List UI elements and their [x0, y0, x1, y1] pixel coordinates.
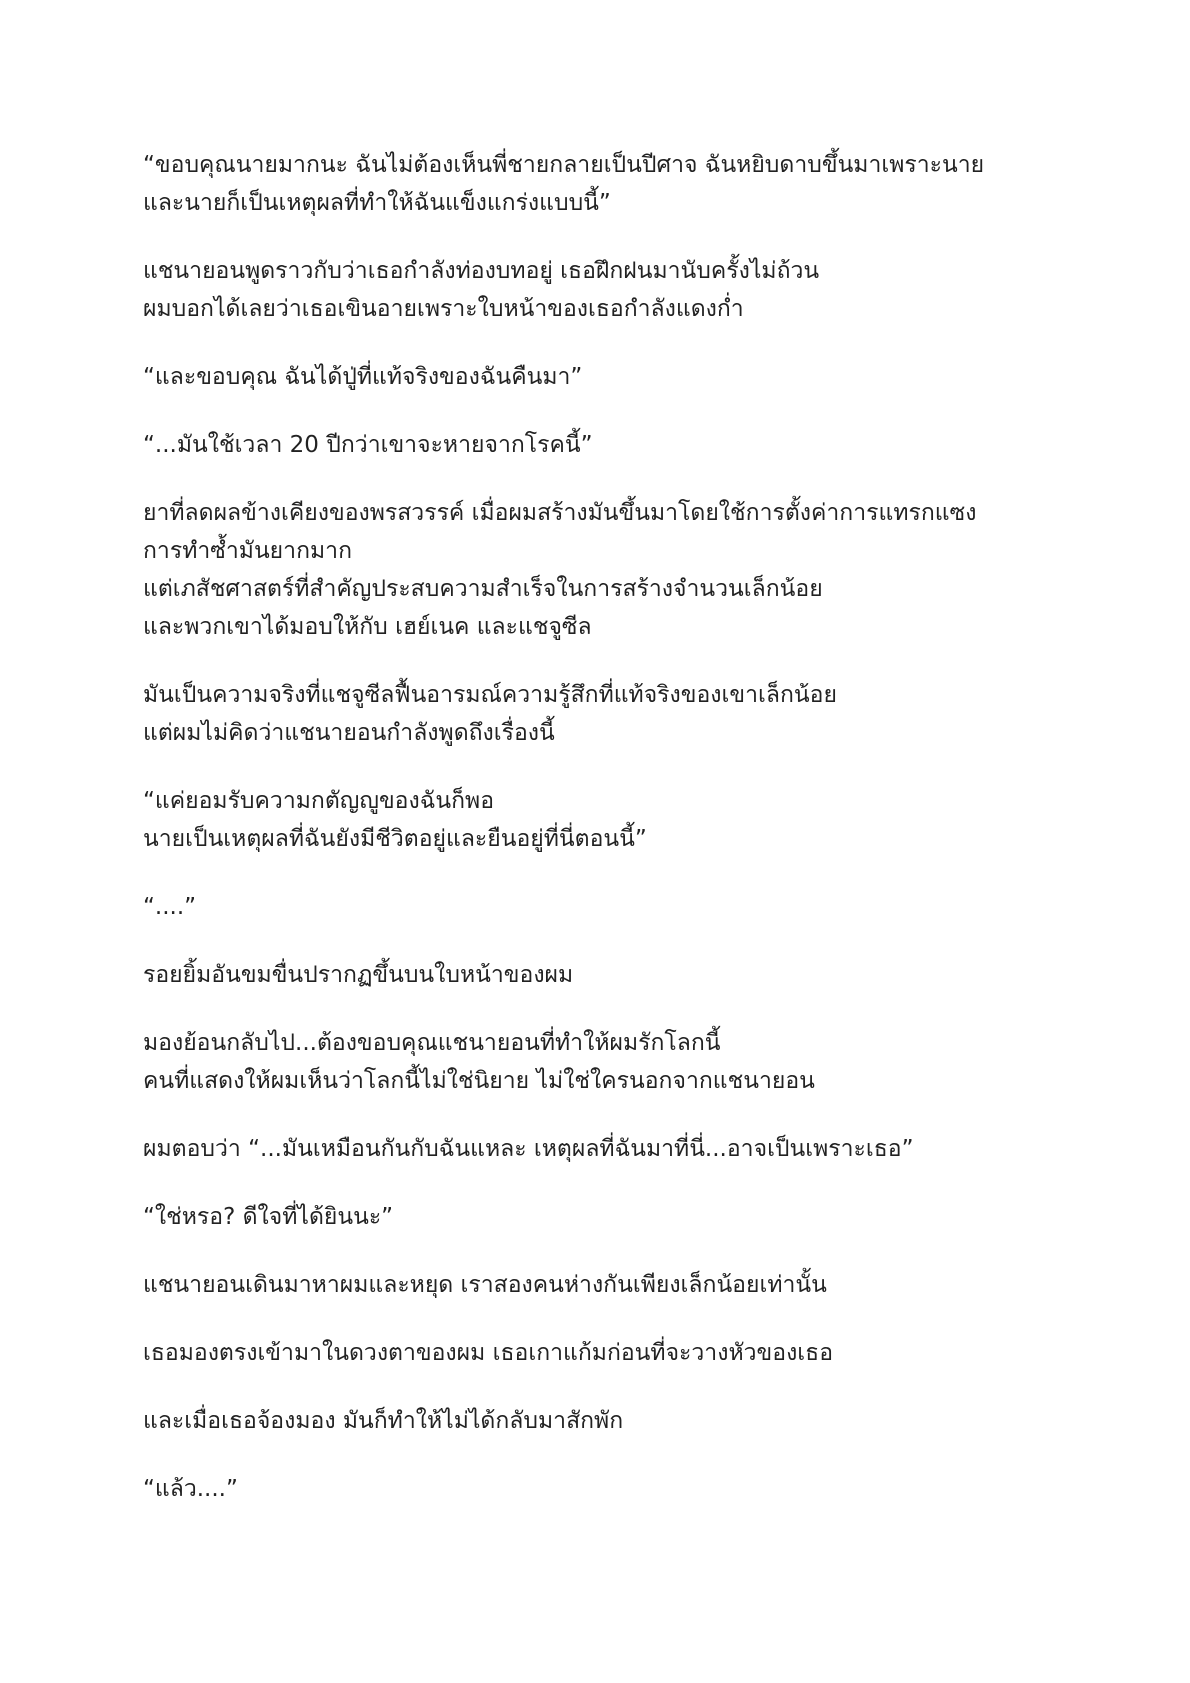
paragraph-7	[143, 782, 1073, 858]
text-line: การทำซ้ำมันยากมาก	[143, 538, 352, 564]
text-line: ผมบอกได้เลยว่าเธอเขินอายเพราะใบหน้าของเธอกำลังแดงก่ำ	[143, 296, 744, 322]
text-line: “ใช่หรอ? ดีใจที่ได้ยินนะ”	[143, 1204, 394, 1230]
paragraph-4	[143, 426, 1073, 464]
text-line: มองย้อนกลับไป...ต้องขอบคุณแชนายอนที่ทำให้ผมรักโลกนี้	[143, 1030, 721, 1056]
text-line: ผมตอบว่า “...มันเหมือนกันกับฉันแหละ เหตุผลที่ฉันมาที่นี่...อาจเป็นเพราะเธอ”	[143, 1136, 914, 1162]
text-line: แชนายอนพูดราวกับว่าเธอกำลังท่องบทอยู่ เธอฝึกฝนมานับครั้งไม่ถ้วน	[143, 258, 820, 284]
document-body	[143, 146, 1073, 1538]
paragraph-15	[143, 1402, 1073, 1440]
paragraph-8	[143, 888, 1073, 926]
text-line: รอยยิ้มอันขมขื่นปรากฏขึ้นบนใบหน้าของผม	[143, 962, 574, 988]
text-line: แต่ผมไม่คิดว่าแชนายอนกำลังพูดถึงเรื่องนี้	[143, 720, 555, 746]
text-line: “ขอบคุณนายมากนะ ฉันไม่ต้องเห็นพี่ชายกลายเป็นปีศาจ ฉันหยิบดาบขึ้นมาเพราะนาย	[143, 152, 985, 178]
text-line: “และขอบคุณ ฉันได้ปู่ที่แท้จริงของฉันคืนมา”	[143, 364, 583, 390]
paragraph-11	[143, 1130, 1073, 1168]
paragraph-13	[143, 1266, 1073, 1304]
text-line: นายเป็นเหตุผลที่ฉันยังมีชีวิตอยู่และยืนอยู่ที่นี่ตอนนี้”	[143, 826, 647, 852]
text-line: “....”	[143, 894, 197, 920]
text-line: แชนายอนเดินมาหาผมและหยุด เราสองคนห่างกันเพียงเล็กน้อยเท่านั้น	[143, 1272, 827, 1298]
text-line: คนที่แสดงให้ผมเห็นว่าโลกนี้ไม่ใช่นิยาย ไม่ใช่ใครนอกจากแชนายอน	[143, 1068, 815, 1094]
text-line: “...มันใช้เวลา 20 ปีกว่าเขาจะหายจากโรคนี้”	[143, 432, 593, 458]
paragraph-12	[143, 1198, 1073, 1236]
paragraph-16	[143, 1470, 1073, 1508]
text-line: ยาที่ลดผลข้างเคียงของพรสวรรค์ เมื่อผมสร้างมันขึ้นมาโดยใช้การตั้งค่าการแทรกแซง	[143, 500, 977, 526]
paragraph-10	[143, 1024, 1073, 1100]
paragraph-1	[143, 146, 1073, 222]
paragraph-14	[143, 1334, 1073, 1372]
paragraph-6	[143, 676, 1073, 752]
text-line: เธอมองตรงเข้ามาในดวงตาของผม เธอเกาแก้มก่อนที่จะวางหัวของเธอ	[143, 1340, 834, 1366]
paragraph-3	[143, 358, 1073, 396]
text-line: แต่เภสัชศาสตร์ที่สำคัญประสบความสำเร็จในการสร้างจำนวนเล็กน้อย	[143, 576, 823, 602]
text-line: และเมื่อเธอจ้องมอง มันก็ทำให้ไม่ได้กลับมาสักพัก	[143, 1408, 624, 1434]
text-line: และพวกเขาได้มอบให้กับ เฮย์เนค และแชจูซีล	[143, 614, 592, 640]
text-line: “แล้ว....”	[143, 1476, 238, 1502]
paragraph-2	[143, 252, 1073, 328]
paragraph-9	[143, 956, 1073, 994]
text-line: และนายก็เป็นเหตุผลที่ทำให้ฉันแข็งแกร่งแบบนี้”	[143, 190, 611, 216]
paragraph-5	[143, 494, 1073, 646]
text-line: “แค่ยอมรับความกตัญญูของฉันก็พอ	[143, 788, 495, 814]
text-line: มันเป็นความจริงที่แชจูซีลฟื้นอารมณ์ความรู้สึกที่แท้จริงของเขาเล็กน้อย	[143, 682, 837, 708]
